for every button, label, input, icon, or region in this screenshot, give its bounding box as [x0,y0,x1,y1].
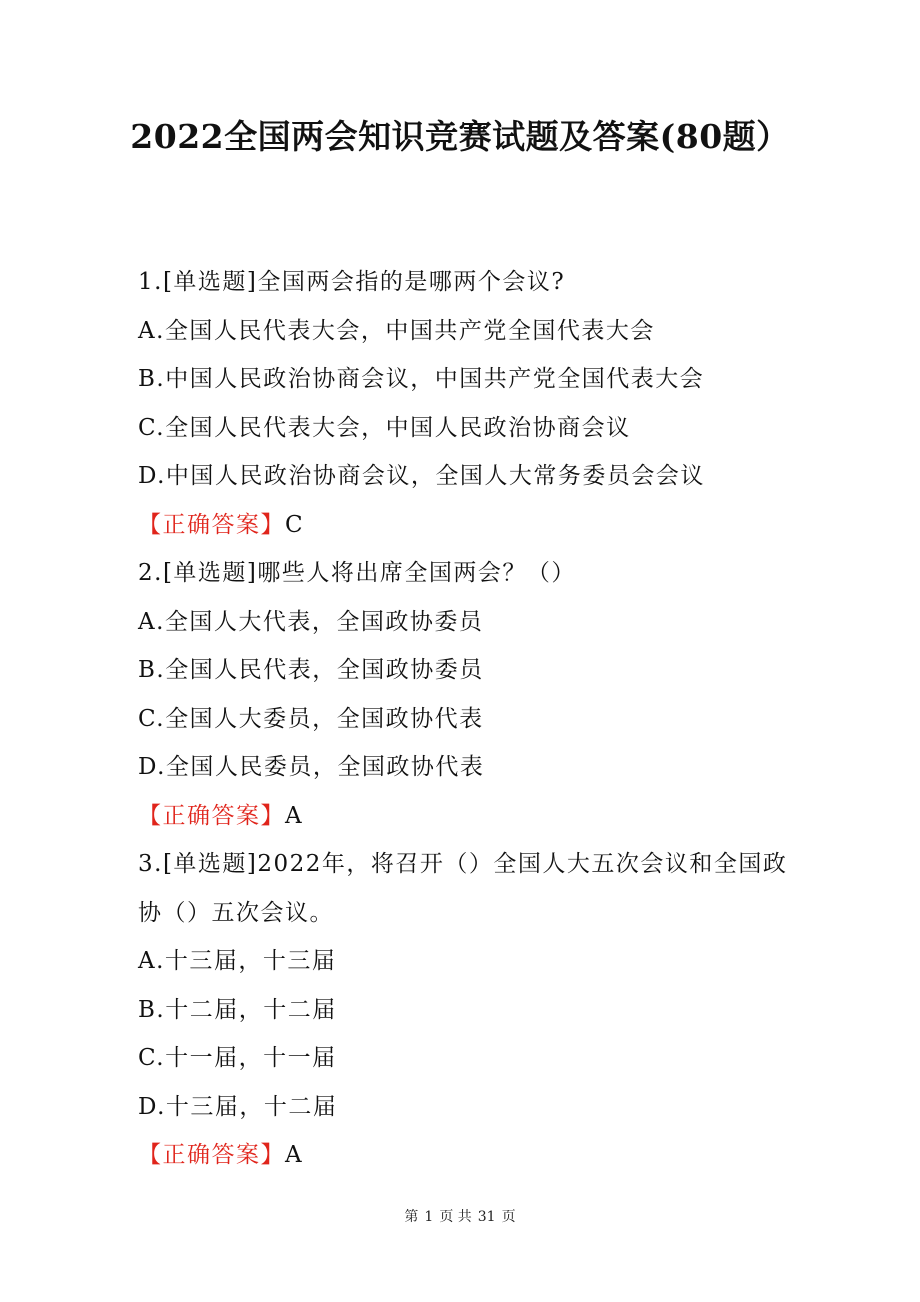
option-b: B.十二届，十二届 [138,996,337,1023]
footer-total-pages: 31 [477,1209,496,1225]
footer-prefix: 第 [404,1209,419,1225]
answer-value: C [285,511,305,538]
option-d: D.中国人民政治协商会议，全国人大常务委员会会议 [138,463,705,489]
footer-middle: 页 共 [439,1209,472,1225]
option-b: B.中国人民政治协商会议，中国共产党全国代表大会 [138,366,705,392]
option-a: A.全国人民代表大会，中国共产党全国代表大会 [138,317,655,344]
option-b: B.全国人民代表，全国政协委员 [138,657,484,683]
question-list [138,258,788,1180]
answer-label: 【正确答案】 [138,511,285,538]
option-c: C.全国人大委员，全国政协代表 [138,705,484,732]
document-title: 2022全国两会知识竞赛试题及答案(80题） [130,117,790,156]
answer-label: 【正确答案】 [138,1142,285,1168]
answer-line [138,1131,788,1180]
answer-value: A [285,1142,304,1168]
answer-value: A [285,802,304,829]
question-stem: 1.[单选题]全国两会指的是哪两个会议? [138,269,566,295]
option-d: D.十三届，十二届 [138,1093,338,1120]
page-footer [0,1207,920,1227]
question-stem: 3.[单选题]2022年，将召开（）全国人大五次会议和全国政协（）五次会议。 [138,851,788,926]
answer-label: 【正确答案】 [138,802,285,829]
option-c: C.全国人民代表大会，中国人民政治协商会议 [138,414,631,441]
answer-line [138,501,788,550]
option-c: C.十一届，十一届 [138,1045,337,1071]
option-a: A.全国人大代表，全国政协委员 [138,608,484,635]
footer-page-number: 1 [424,1209,434,1225]
option-a: A.十三届，十三届 [138,948,337,974]
footer-suffix: 页 [501,1209,516,1225]
answer-line [138,792,788,841]
question-stem: 2.[单选题]哪些人将出席全国两会？（） [138,560,576,586]
option-d: D.全国人民委员，全国政协代表 [138,754,485,780]
